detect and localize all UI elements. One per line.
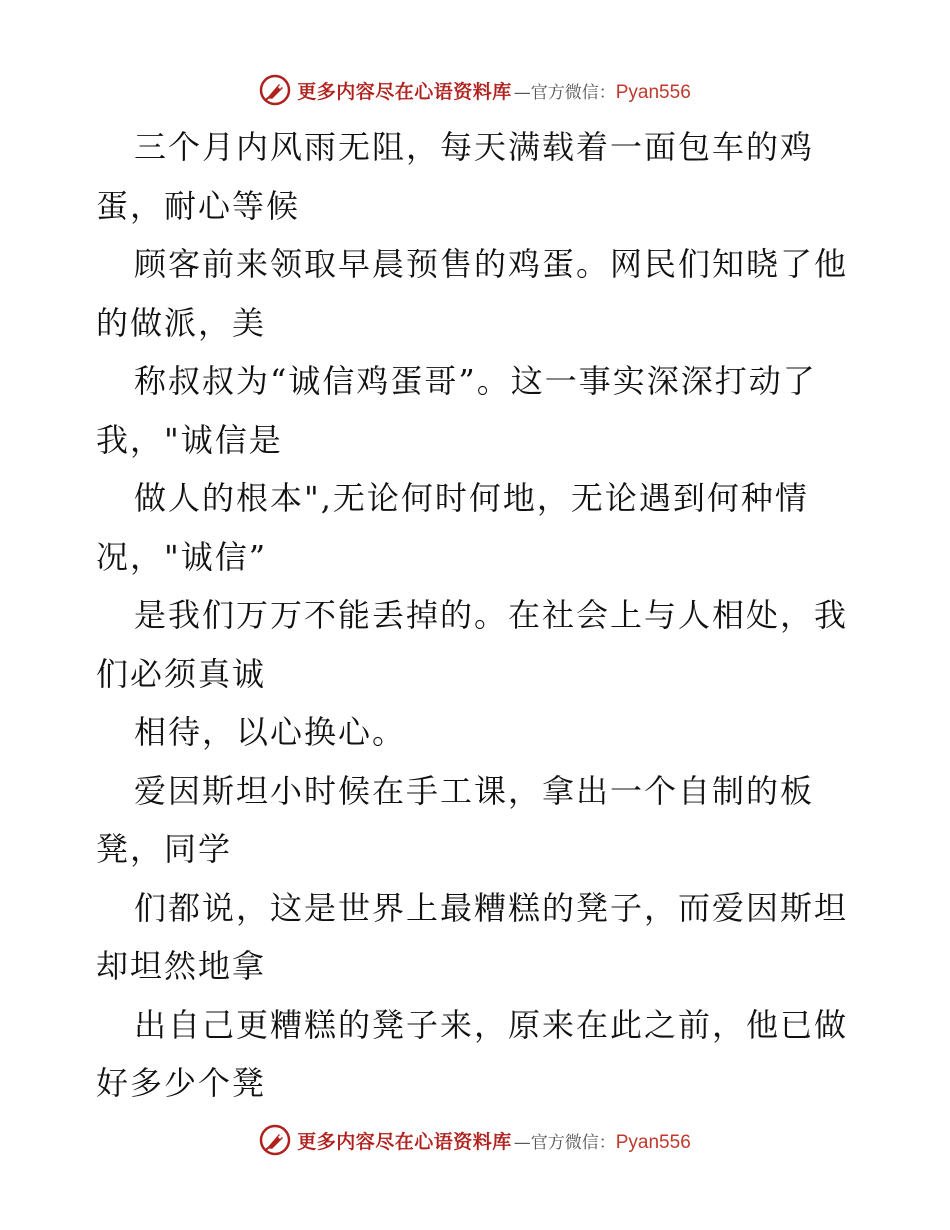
text-line: 们都说，这是世界上最糟糕的凳子，而爱因斯坦 (134, 888, 849, 927)
text-line: 蛋，耐心等候 (96, 186, 301, 225)
banner-title: 更多内容尽在心语资料库 (297, 80, 512, 103)
text-line: 三个月内风雨无阻，每天满载着一面包车的鸡 (134, 128, 815, 166)
text-line: 的做派，美 (96, 303, 267, 342)
header-banner (0, 70, 950, 110)
text-line: 出自己更糟糕的凳子来，原来在此之前，他已做 (134, 1005, 849, 1044)
text-line: 称叔叔为“诚信鸡蛋哥”。这一事实深深打动了 (134, 362, 817, 400)
document-body (96, 118, 866, 1113)
text-line: 顾客前来领取早晨预售的鸡蛋。网民们知晓了他 (134, 245, 849, 283)
footer-banner (0, 1120, 950, 1160)
banner-wechat-id: Pyan556 (615, 1131, 691, 1153)
pen-nib-logo-icon (259, 1124, 291, 1156)
banner-wechat-id: Pyan556 (615, 81, 691, 103)
text-line: 爱因斯坦小时候在手工课，拿出一个自制的板 (134, 771, 815, 810)
text-line: 况，"诚信” (96, 537, 268, 576)
text-line: 做人的根本",无论何时何地，无论遇到何种情 (134, 479, 809, 517)
text-line: 相待，以心换心。 (134, 713, 407, 751)
text-line: 好多少个凳 (96, 1064, 267, 1102)
text-line: 却坦然地拿 (96, 947, 267, 985)
text-line: 是我们万万不能丢掉的。在社会上与人相处，我 (134, 596, 849, 634)
text-line: 我，"诚信是 (96, 420, 283, 459)
text-line: 凳，同学 (96, 830, 233, 868)
banner-title: 更多内容尽在心语资料库 (297, 1130, 512, 1153)
banner-wechat-label: —官方微信： (513, 82, 616, 103)
pen-nib-logo-icon (259, 74, 291, 106)
text-line: 们必须真诚 (96, 654, 267, 693)
banner-wechat-label: —官方微信： (513, 1132, 616, 1153)
